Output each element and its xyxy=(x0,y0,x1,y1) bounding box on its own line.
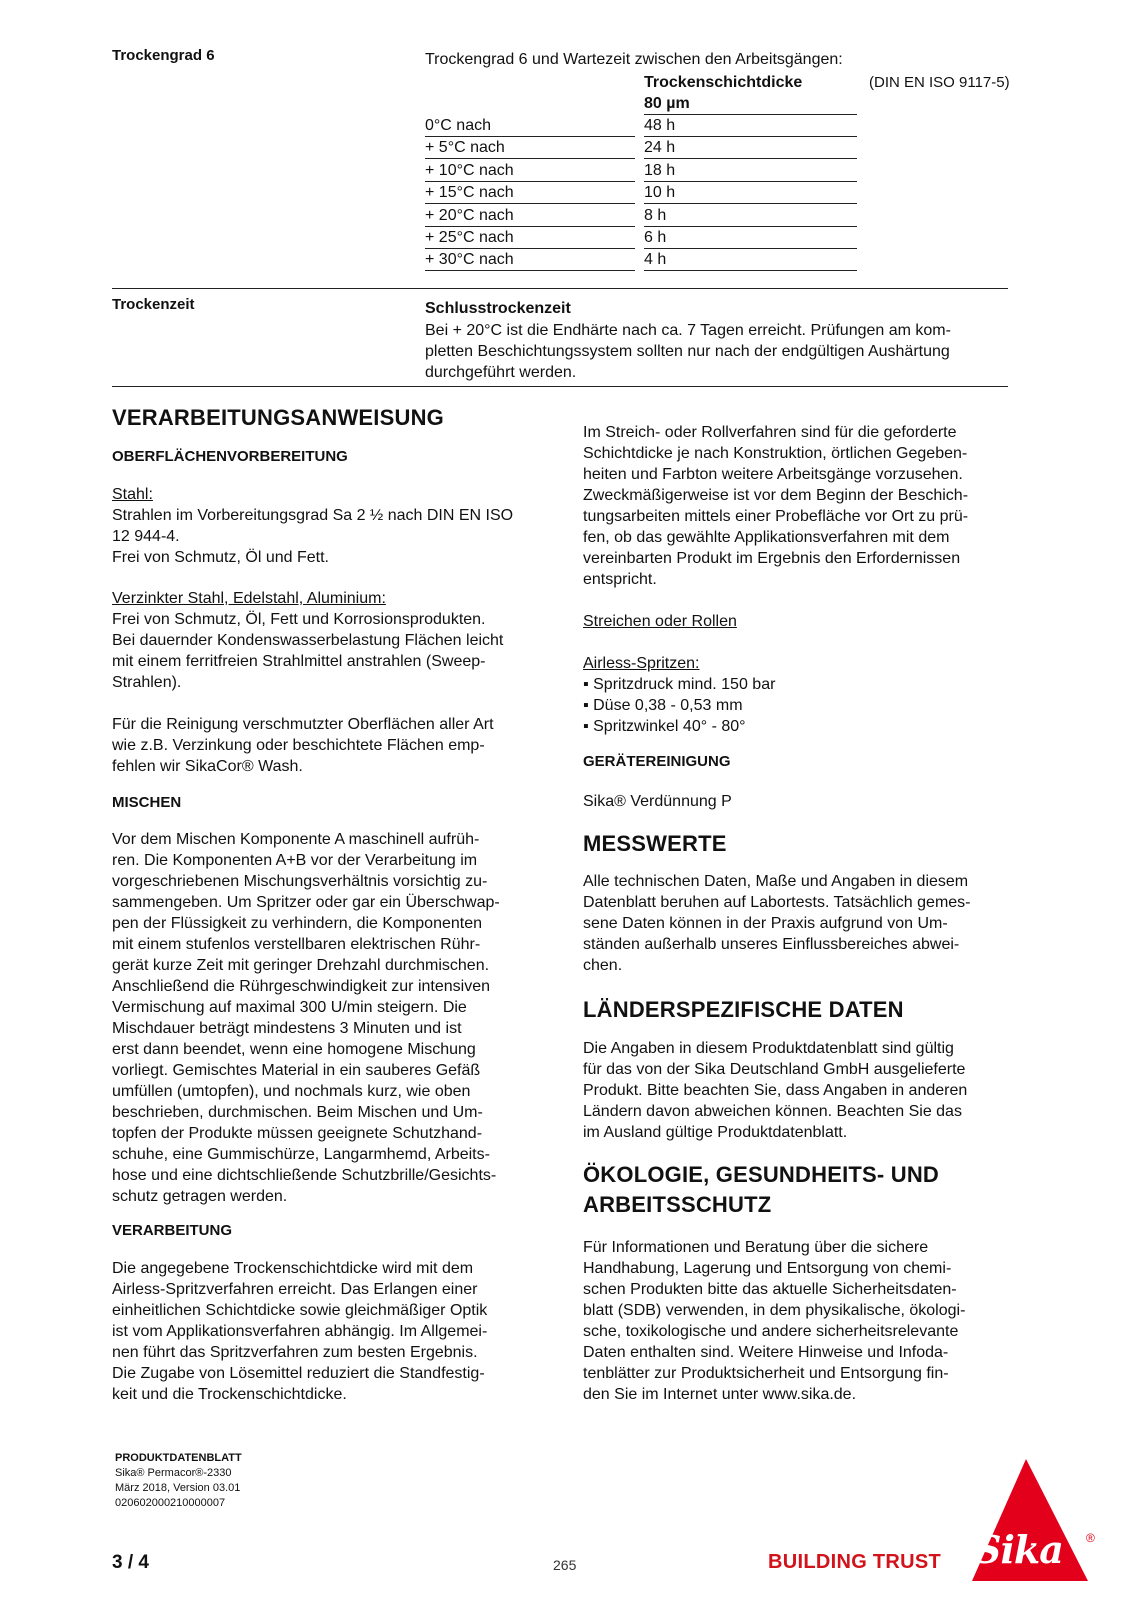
building-trust-slogan: BUILDING TRUST xyxy=(768,1551,942,1573)
oekologie-text: Für Informationen und Beratung über die sichere Handhabung, Lagerung und Entsorgung von chemi- schen Produkten bitte das aktuelle Sicherheitsdaten- blatt (SDB) verwenden, in dem physikalische, ökologi- sche, toxikologische und andere sicherheitsrelevante Daten enthalten sind. Weitere Hinweise und Infoda- tenblätter zur Produktsicherheit und Entsorgung fin- den Sie im Internet unter www.sika.de. xyxy=(583,1239,966,1403)
footer-meta xyxy=(115,1451,242,1511)
footer-code: 020602000210000007 xyxy=(115,1497,226,1509)
reinigung-text: Für die Reinigung verschmutzter Oberflächen aller Art wie z.B. Verzinkung oder beschichtete Flächen emp- fehlen wir SikaCor® Wash. xyxy=(112,716,494,775)
subheading-geraetereinigung: GERÄTEREINIGUNG xyxy=(583,753,731,770)
verzinkt-label: Verzinkter Stahl, Edelstahl, Aluminium: xyxy=(112,590,386,607)
streichen-label: Streichen oder Rollen xyxy=(583,613,737,630)
footer-product: Sika® Permacor®-2330 xyxy=(115,1467,232,1479)
table-row xyxy=(425,182,857,204)
oekologie-heading-line-1: ÖKOLOGIE, GESUNDHEITS- UND xyxy=(583,1162,939,1187)
table-header-line-1: Trockenschichtdicke xyxy=(644,74,803,91)
airless-list xyxy=(583,674,775,737)
wait-time-cell: 24 h xyxy=(644,137,857,159)
sika-logo xyxy=(968,1459,1100,1584)
messwerte-text: Alle technischen Daten, Maße und Angaben in diesem Datenblatt beruhen auf Labortests. Tatsächlich gemes- sene Daten können in der Praxis aufgrund von Um- ständen außerhalb unseres Einflussbereiches abwei- chen. xyxy=(583,873,971,974)
wait-time-cell: 18 h xyxy=(644,160,857,182)
trockenzeit-text: Bei + 20°C ist die Endhärte nach ca. 7 Tagen erreicht. Prüfungen am kom- pletten Beschichtungssystem sollten nur nach der endgültigen Aushärtung durchgeführt werden. xyxy=(425,322,951,381)
sika-logo-text: Sika xyxy=(974,1527,1063,1572)
trockengrad-intro: Trockengrad 6 und Wartezeit zwischen den Arbeitsgängen: xyxy=(425,51,843,68)
table-header-underline xyxy=(644,114,857,115)
verarbeitung-text: Die angegebene Trockenschichtdicke wird mit dem Airless-Spritzverfahren erreicht. Das Erlangen einer einheitlichen Schichtdicke sowie gleichmäßiger Optik ist vom Applikationsverfahren abhängig. Im Allgemei- nen führt das Spritzverfahren zum besten Ergebnis. Die Zugabe von Lösemittel reduziert die Standfestig- keit und die Trockenschichtdicke. xyxy=(112,1260,488,1403)
table-row xyxy=(425,137,857,159)
table-header-thickness xyxy=(644,72,802,114)
norm-reference: (DIN EN ISO 9117-5) xyxy=(869,74,1010,91)
temperature-cell: + 10°C nach xyxy=(425,160,635,182)
table-row xyxy=(425,205,857,227)
page-number: 265 xyxy=(553,1557,577,1573)
trockengrad-label: Trockengrad 6 xyxy=(112,47,215,64)
trockenzeit-label: Trockenzeit xyxy=(112,296,195,313)
geraetereinigung-text: Sika® Verdünnung P xyxy=(583,793,732,810)
list-item: ▪ Spritzdruck mind. 150 bar xyxy=(583,676,776,693)
section-heading-laenderspezifische-daten: LÄNDERSPEZIFISCHE DATEN xyxy=(583,997,904,1022)
temperature-cell: + 15°C nach xyxy=(425,182,635,204)
subheading-oberflaechenvorbereitung: OBERFLÄCHENVORBEREITUNG xyxy=(112,448,348,465)
divider xyxy=(112,386,1008,387)
table-header-line-2: 80 µm xyxy=(644,95,690,112)
streichverfahren-text: Im Streich- oder Rollverfahren sind für die geforderte Schichtdicke je nach Konstruktion, örtlichen Gegeben- heiten und Farbton weitere Arbeitsgänge vorzusehen. Zweckmäßigerweise ist vor dem Beginn der Beschich- tungsarbeiten mittels einer Probefläche vor Ort zu prü- fen, ob das gewählte Applikationsverfahren mit dem vereinbarten Produkt im Ergebnis den Erfordernissen entspricht. xyxy=(583,424,969,588)
wait-time-cell: 6 h xyxy=(644,227,857,249)
section-heading-messwerte: MESSWERTE xyxy=(583,831,727,856)
section-heading-oekologie xyxy=(583,1160,939,1220)
table-row xyxy=(425,115,857,137)
temperature-cell: + 30°C nach xyxy=(425,249,635,271)
verzinkt-text: Frei von Schmutz, Öl, Fett und Korrosionsprodukten. Bei dauernder Kondenswasserbelastung Flächen leicht mit einem ferritfreien Strahlmittel anstrahlen (Sweep- Strahlen). xyxy=(112,611,504,691)
table-row xyxy=(425,160,857,182)
wait-time-cell: 10 h xyxy=(644,182,857,204)
temperature-cell: 0°C nach xyxy=(425,115,635,137)
footer-version: März 2018, Version 03.01 xyxy=(115,1482,241,1494)
temperature-cell: + 5°C nach xyxy=(425,137,635,159)
airless-label: Airless-Spritzen: xyxy=(583,655,700,672)
schlusstrockenzeit-heading: Schlusstrockenzeit xyxy=(425,300,571,317)
wait-time-cell: 48 h xyxy=(644,115,857,137)
wait-time-cell: 4 h xyxy=(644,249,857,271)
footer-doc-type: PRODUKTDATENBLATT xyxy=(115,1452,242,1464)
table-row xyxy=(425,227,857,249)
list-item: ▪ Spritzwinkel 40° - 80° xyxy=(583,718,746,735)
mischen-text: Vor dem Mischen Komponente A maschinell aufrüh- ren. Die Komponenten A+B vor der Verarbeitung im vorgeschriebenen Mischungsverhältnis vorsichtig zu- sammengeben. Um Spritzer oder gar ein Überschwap- pen der Flüssigkeit zu verhindern, die Komponenten mit einem stufenlos verstellbaren elektrischen Rühr- gerät kurze Zeit mit geringer Drehzahl durchmischen. Anschließend die Rührgeschwindigkeit zur intensiven Vermischung auf maximal 300 U/min steigern. Die Mischdauer beträgt mindestens 3 Minuten und ist erst dann beendet, wenn eine homogene Mischung vorliegt. Gemischtes Material in ein sauberes Gefäß umfüllen (umtopfen), und nochmals kurz, wie oben beschrieben, durchmischen. Beim Mischen und Um- topfen der Produkte müssen geeignete Schutzhand- schuhe, eine Gummischürze, Langarmhemd, Arbeits- hose und eine dichtschließende Schutzbrille/Gesichts- schutz getragen werden. xyxy=(112,831,500,1205)
subheading-verarbeitung: VERARBEITUNG xyxy=(112,1222,233,1239)
list-item: ▪ Düse 0,38 - 0,53 mm xyxy=(583,697,743,714)
oekologie-heading-line-2: ARBEITSSCHUTZ xyxy=(583,1192,772,1217)
temperature-cell: + 25°C nach xyxy=(425,227,635,249)
temperature-cell: + 20°C nach xyxy=(425,205,635,227)
divider xyxy=(112,288,1008,289)
stahl-label: Stahl: xyxy=(112,486,153,503)
stahl-text: Strahlen im Vorbereitungsgrad Sa 2 ½ nach DIN EN ISO 12 944-4. Frei von Schmutz, Öl und Fett. xyxy=(112,507,514,566)
sika-registered-mark: ® xyxy=(1086,1531,1095,1545)
table-row xyxy=(425,249,857,271)
section-heading-verarbeitungsanweisung: VERARBEITUNGSANWEISUNG xyxy=(112,405,444,430)
page-indicator: 3 / 4 xyxy=(112,1552,149,1573)
subheading-mischen: MISCHEN xyxy=(112,794,182,811)
laender-text: Die Angaben in diesem Produktdatenblatt sind gültig für das von der Sika Deutschland GmbH ausgelieferte Produkt. Bitte beachten Sie, dass Angaben in anderen Ländern davon abweichen können. Beachten Sie das im Ausland gültige Produktdatenblatt. xyxy=(583,1040,968,1141)
wait-time-cell: 8 h xyxy=(644,205,857,227)
